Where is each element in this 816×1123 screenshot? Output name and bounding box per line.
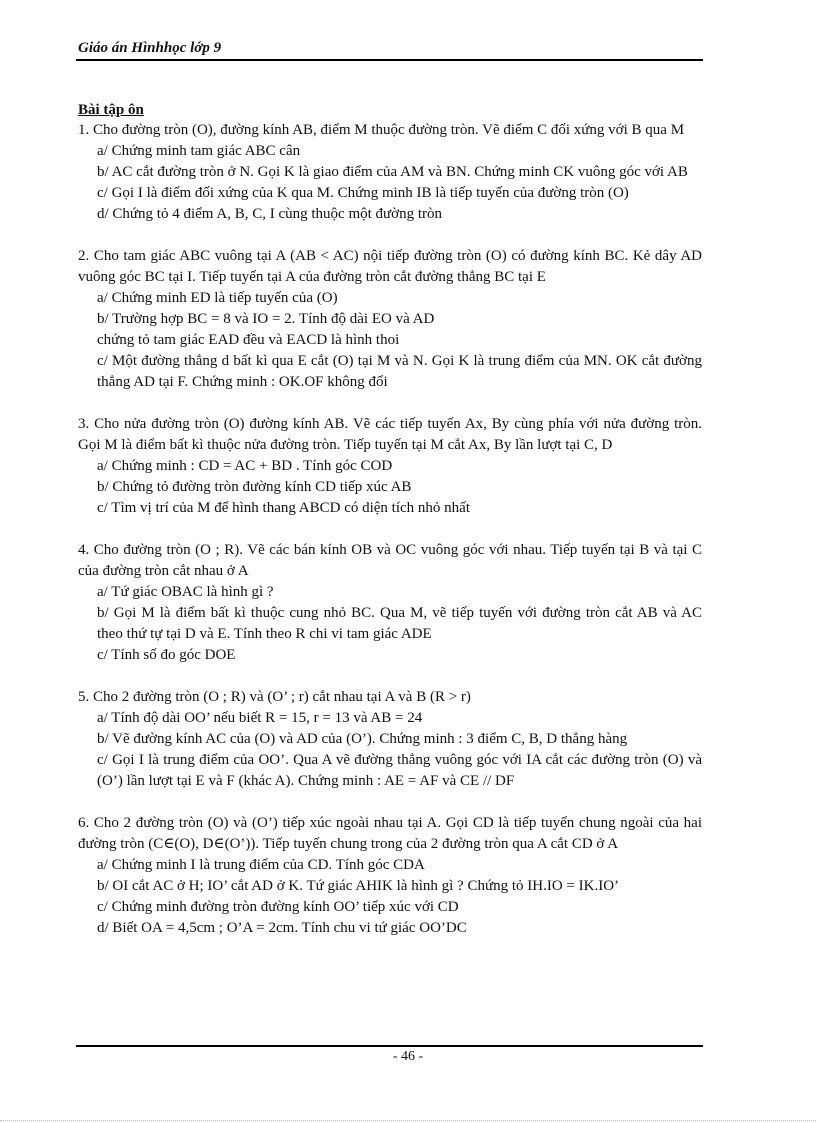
page-bottom-edge [0,1120,816,1121]
problem-6 [78,813,702,939]
problem-item: c/ Chứng minh đường tròn đường kính OO’ tiếp xúc với CD [97,899,459,915]
problem-item: c/ Tính số đo góc DOE [97,647,236,663]
problem-item: b/ Trường hợp BC = 8 và IO = 2. Tính độ dài EO và AD [97,311,435,327]
problem-item: a/ Chứng minh : CD = AC + BD . Tính góc COD [97,458,393,474]
problem-stem: 2. Cho tam giác ABC vuông tại A (AB < AC) nội tiếp đường tròn (O) có đường kính BC. Kẻ dây AD vuông góc BC tại I. Tiếp tuyến tại A của đường tròn cắt đường thẳng BC tại E [78,248,702,285]
problem-item: a/ Chứng minh I là trung điểm của CD. Tính góc CDA [97,857,425,873]
page-number: - 46 - [392,1049,424,1064]
problem-item: b/ Vẽ đường kính AC của (O) và AD của (O’). Chứng minh : 3 điểm C, B, D thẳng hàng [97,731,628,747]
header-rule [76,59,703,61]
problem-item: c/ Một đường thẳng d bất kì qua E cắt (O) tại M và N. Gọi K là trung điểm của MN. OK cắt đường thẳng AD tại F. Chứng minh : OK.OF không đổi [97,353,702,390]
problem-3 [78,414,702,519]
section-title: Bài tập ôn [78,102,144,118]
problem-item: d/ Chứng tỏ 4 điểm A, B, C, I cùng thuộc một đường tròn [97,206,443,222]
problem-item: c/ Gọi I là điểm đối xứng của K qua M. Chứng minh IB là tiếp tuyến của đường tròn (O) [97,185,629,201]
problem-4 [78,540,702,666]
problem-item: d/ Biết OA = 4,5cm ; O’A = 2cm. Tính chu vi tứ giác OO’DC [97,920,467,936]
problem-2 [78,246,702,393]
problem-item: b/ OI cắt AC ở H; IO’ cắt AD ở K. Tứ giác AHIK là hình gì ? Chứng tỏ IH.IO = IK.IO’ [97,878,620,894]
problem-item: a/ Chứng minh tam giác ABC cân [97,143,301,159]
problem-5 [78,687,702,792]
problem-item: c/ Gọi I là trung điểm của OO’. Qua A vẽ đường thẳng vuông góc với IA cắt các đường tròn (O) và (O’) lần lượt tại E và F (khác A). Chứng minh : AE = AF và CE // DF [97,752,702,789]
problem-stem: 4. Cho đường tròn (O ; R). Vẽ các bán kính OB và OC vuông góc với nhau. Tiếp tuyến tại B và tại C của đường tròn cắt nhau ở A [78,542,702,579]
problem-stem: 3. Cho nửa đường tròn (O) đường kính AB. Vẽ các tiếp tuyến Ax, By cùng phía với nửa đường tròn. Gọi M là điểm bất kì thuộc nửa đường tròn. Tiếp tuyến tại M cắt Ax, By lần lượt tại C, D [78,416,702,453]
footer-rule [76,1045,703,1047]
problem-stem: 5. Cho 2 đường tròn (O ; R) và (O’ ; r) cắt nhau tại A và B (R > r) [78,689,471,705]
problem-item: c/ Tìm vị trí của M để hình thang ABCD có diện tích nhỏ nhất [97,500,471,516]
problem-item: b/ Gọi M là điểm bất kì thuộc cung nhỏ BC. Qua M, vẽ tiếp tuyến với đường tròn cắt AB và AC theo thứ tự tại D và E. Tính theo R chi vi tam giác ADE [97,605,702,642]
problem-item: b/ Chứng tỏ đường tròn đường kính CD tiếp xúc AB [97,479,412,495]
problem-item: a/ Tính độ dài OO’ nếu biết R = 15, r = 13 và AB = 24 [97,710,423,726]
document-body [78,100,702,960]
problem-item: chứng tỏ tam giác EAD đều và EACD là hình thoi [97,332,400,348]
problem-item: a/ Tứ giác OBAC là hình gì ? [97,584,274,600]
problem-stem: 6. Cho 2 đường tròn (O) và (O’) tiếp xúc ngoài nhau tại A. Gọi CD là tiếp tuyến chung ngoài của hai đường tròn (C∈(O), D∈(O’)). Tiếp tuyến chung trong của 2 đường tròn qua A cắt CD ở A [78,815,702,852]
problem-item: a/ Chứng minh ED là tiếp tuyến của (O) [97,290,338,306]
problem-stem: 1. Cho đường tròn (O), đường kính AB, điểm M thuộc đường tròn. Vẽ điểm C đối xứng với B qua M [78,122,685,138]
header-title: Giáo án Hìnhhọc lớp 9 [78,40,222,56]
problem-item: b/ AC cắt đường tròn ở N. Gọi K là giao điểm của AM và BN. Chứng minh CK vuông góc với AB [97,164,688,180]
problem-1 [78,120,702,225]
